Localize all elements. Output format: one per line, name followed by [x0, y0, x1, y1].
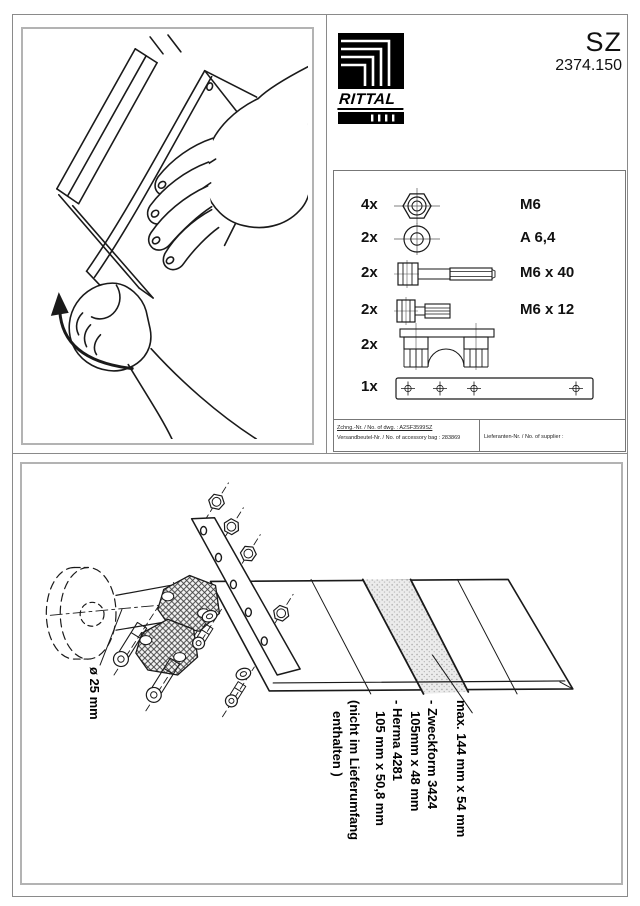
- part-label: A 6,4: [520, 229, 556, 246]
- supplier-line: Lieferanten-Nr. / No. of supplier :: [484, 434, 564, 440]
- note-line: 105mm x 48 mm: [408, 711, 423, 812]
- vertical-divider: [326, 14, 327, 453]
- part-qty: 4x: [361, 196, 378, 213]
- tube-diameter-label: ø 25 mm: [87, 667, 102, 720]
- exploded-assembly-drawing: [22, 464, 621, 883]
- part-qty: 2x: [361, 336, 378, 353]
- part-label: M6 x 40: [520, 264, 575, 281]
- short-screw-drawing: [223, 681, 247, 709]
- saddle-clamp-icon: [398, 323, 498, 370]
- parts-list-footer: [334, 419, 625, 451]
- part-label: M6 x 12: [520, 301, 575, 318]
- rittal-logo: [338, 33, 404, 124]
- note-line: max. 144 mm x 54 mm: [454, 700, 469, 838]
- rittal-wordmark: RITTAL: [337, 91, 404, 110]
- break-mark: [168, 35, 181, 52]
- note-line: - Zweckform 3424: [425, 700, 441, 810]
- supplier-info-cell: [479, 420, 625, 451]
- hex-nut-icon: [394, 188, 440, 224]
- model-code: SZ: [585, 27, 622, 57]
- cap-screw-short-icon: [394, 297, 454, 325]
- part-label: M6: [520, 196, 541, 213]
- drawing-number-line: Zchng.-Nr. / No. of dwg. : A2SF3599SZ: [337, 425, 433, 431]
- note-line: - Herma 4281: [390, 700, 406, 781]
- note-line: 105 mm x 50,8 mm: [373, 711, 388, 826]
- part-qty: 2x: [361, 229, 378, 246]
- note-line: (nicht im Lieferumfang: [347, 700, 363, 841]
- note-line: enthalten ): [330, 711, 345, 777]
- exploded-view-panel: [20, 462, 623, 885]
- mounting-bar-icon: [394, 375, 595, 402]
- sign-holder-frame: [57, 49, 157, 298]
- accessory-bag-line: Versandbeutel-Nr. / No. of accessory bag : 283869: [337, 435, 461, 442]
- rittal-logo-icon: [338, 33, 404, 89]
- break-mark: [150, 37, 163, 54]
- label-size-note: [329, 700, 471, 884]
- horizontal-divider: [12, 453, 627, 454]
- hands-inserting-panel-drawing: [23, 29, 308, 439]
- part-qty: 2x: [361, 264, 378, 281]
- washer-icon: [394, 221, 440, 257]
- part-number: 2374.150: [555, 57, 622, 74]
- cap-screw-long-icon: [394, 260, 496, 288]
- parts-list: [333, 170, 626, 452]
- drawing-info-cell: [334, 420, 479, 451]
- insert-panel-illustration: [21, 27, 314, 445]
- rittal-logo-bar-icon: [338, 112, 404, 124]
- part-qty: 1x: [361, 378, 378, 395]
- part-qty: 2x: [361, 301, 378, 318]
